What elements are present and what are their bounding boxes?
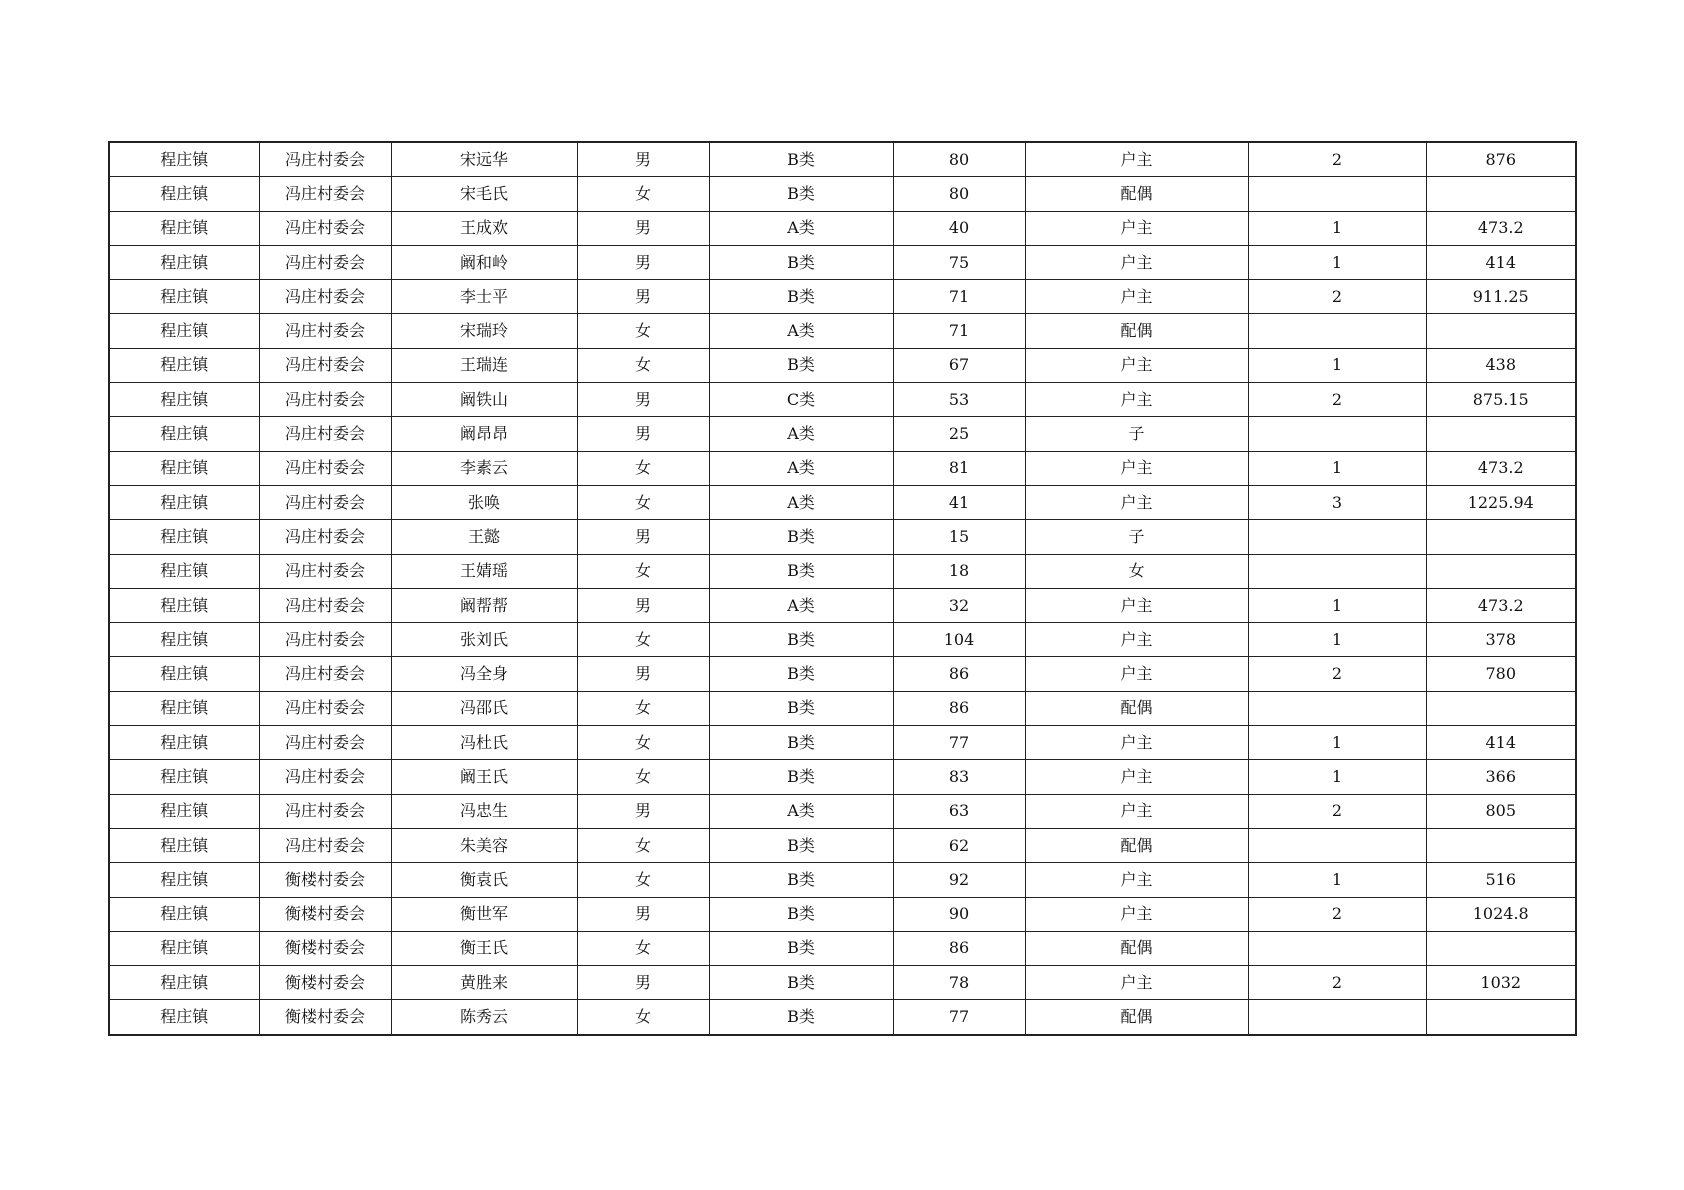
name-cell: 张刘氏 (391, 623, 577, 657)
age-cell: 40 (893, 211, 1025, 245)
table-row (109, 966, 1576, 1000)
relation-cell: 户主 (1025, 211, 1248, 245)
village-cell: 冯庄村委会 (259, 828, 391, 862)
amount-cell: 438 (1426, 348, 1576, 382)
category-cell: B类 (709, 726, 893, 760)
gender-cell: 男 (577, 897, 709, 931)
amount-cell: 378 (1426, 623, 1576, 657)
household-size-cell (1248, 554, 1426, 588)
town-cell: 程庄镇 (109, 177, 259, 211)
document-sheet (108, 141, 1577, 1036)
category-cell: A类 (709, 451, 893, 485)
household-size-cell: 1 (1248, 863, 1426, 897)
town-cell: 程庄镇 (109, 966, 259, 1000)
town-cell: 程庄镇 (109, 554, 259, 588)
gender-cell: 女 (577, 623, 709, 657)
town-cell: 程庄镇 (109, 211, 259, 245)
relation-cell: 配偶 (1025, 828, 1248, 862)
amount-cell (1426, 314, 1576, 348)
relation-cell: 户主 (1025, 383, 1248, 417)
table-row (109, 451, 1576, 485)
village-cell: 冯庄村委会 (259, 520, 391, 554)
amount-cell: 473.2 (1426, 588, 1576, 622)
village-cell: 冯庄村委会 (259, 588, 391, 622)
name-cell: 陈秀云 (391, 1000, 577, 1035)
town-cell: 程庄镇 (109, 726, 259, 760)
village-cell: 衡楼村委会 (259, 931, 391, 965)
household-size-cell: 2 (1248, 280, 1426, 314)
household-size-cell: 2 (1248, 657, 1426, 691)
household-size-cell: 3 (1248, 485, 1426, 519)
village-cell: 衡楼村委会 (259, 863, 391, 897)
amount-cell (1426, 554, 1576, 588)
village-cell: 冯庄村委会 (259, 211, 391, 245)
name-cell: 朱美容 (391, 828, 577, 862)
age-cell: 77 (893, 1000, 1025, 1035)
amount-cell (1426, 417, 1576, 451)
relation-cell: 户主 (1025, 142, 1248, 177)
gender-cell: 女 (577, 691, 709, 725)
table-row (109, 588, 1576, 622)
relation-cell: 子 (1025, 417, 1248, 451)
relation-cell: 户主 (1025, 485, 1248, 519)
table-row (109, 657, 1576, 691)
category-cell: A类 (709, 314, 893, 348)
gender-cell: 女 (577, 1000, 709, 1035)
gender-cell: 男 (577, 280, 709, 314)
relation-cell: 户主 (1025, 348, 1248, 382)
household-size-cell: 2 (1248, 142, 1426, 177)
amount-cell (1426, 691, 1576, 725)
table-row (109, 177, 1576, 211)
category-cell: B类 (709, 623, 893, 657)
household-size-cell (1248, 931, 1426, 965)
village-cell: 冯庄村委会 (259, 485, 391, 519)
age-cell: 80 (893, 177, 1025, 211)
category-cell: B类 (709, 966, 893, 1000)
town-cell: 程庄镇 (109, 383, 259, 417)
town-cell: 程庄镇 (109, 623, 259, 657)
amount-cell: 473.2 (1426, 451, 1576, 485)
age-cell: 67 (893, 348, 1025, 382)
household-size-cell: 2 (1248, 383, 1426, 417)
table-row (109, 1000, 1576, 1035)
village-cell: 冯庄村委会 (259, 760, 391, 794)
relation-cell: 女 (1025, 554, 1248, 588)
name-cell: 王婧瑶 (391, 554, 577, 588)
gender-cell: 女 (577, 931, 709, 965)
table-row (109, 554, 1576, 588)
household-size-cell: 1 (1248, 726, 1426, 760)
relation-cell: 配偶 (1025, 1000, 1248, 1035)
town-cell: 程庄镇 (109, 280, 259, 314)
table-row (109, 828, 1576, 862)
gender-cell: 男 (577, 588, 709, 622)
relation-cell: 户主 (1025, 726, 1248, 760)
table-row (109, 760, 1576, 794)
name-cell: 张唤 (391, 485, 577, 519)
household-size-cell: 1 (1248, 211, 1426, 245)
table-row (109, 863, 1576, 897)
relation-cell: 配偶 (1025, 931, 1248, 965)
name-cell: 阚王氏 (391, 760, 577, 794)
village-cell: 冯庄村委会 (259, 554, 391, 588)
name-cell: 王懿 (391, 520, 577, 554)
household-size-cell (1248, 828, 1426, 862)
name-cell: 王成欢 (391, 211, 577, 245)
town-cell: 程庄镇 (109, 760, 259, 794)
gender-cell: 男 (577, 383, 709, 417)
category-cell: B类 (709, 863, 893, 897)
relation-cell: 户主 (1025, 623, 1248, 657)
gender-cell: 女 (577, 828, 709, 862)
category-cell: C类 (709, 383, 893, 417)
amount-cell: 1024.8 (1426, 897, 1576, 931)
name-cell: 冯邵氏 (391, 691, 577, 725)
amount-cell: 875.15 (1426, 383, 1576, 417)
roster-table (108, 141, 1577, 1036)
village-cell: 冯庄村委会 (259, 726, 391, 760)
category-cell: B类 (709, 142, 893, 177)
name-cell: 宋瑞玲 (391, 314, 577, 348)
village-cell: 冯庄村委会 (259, 142, 391, 177)
town-cell: 程庄镇 (109, 314, 259, 348)
age-cell: 75 (893, 245, 1025, 279)
age-cell: 77 (893, 726, 1025, 760)
category-cell: A类 (709, 588, 893, 622)
household-size-cell: 2 (1248, 794, 1426, 828)
village-cell: 冯庄村委会 (259, 177, 391, 211)
age-cell: 41 (893, 485, 1025, 519)
town-cell: 程庄镇 (109, 691, 259, 725)
amount-cell (1426, 931, 1576, 965)
roster-body (109, 142, 1576, 1035)
town-cell: 程庄镇 (109, 348, 259, 382)
amount-cell: 876 (1426, 142, 1576, 177)
relation-cell: 户主 (1025, 588, 1248, 622)
village-cell: 衡楼村委会 (259, 897, 391, 931)
table-row (109, 931, 1576, 965)
relation-cell: 户主 (1025, 863, 1248, 897)
household-size-cell: 1 (1248, 588, 1426, 622)
category-cell: B类 (709, 554, 893, 588)
town-cell: 程庄镇 (109, 520, 259, 554)
table-row (109, 897, 1576, 931)
household-size-cell (1248, 417, 1426, 451)
category-cell: A类 (709, 211, 893, 245)
relation-cell: 户主 (1025, 897, 1248, 931)
relation-cell: 子 (1025, 520, 1248, 554)
table-row (109, 726, 1576, 760)
amount-cell (1426, 828, 1576, 862)
gender-cell: 男 (577, 966, 709, 1000)
town-cell: 程庄镇 (109, 485, 259, 519)
household-size-cell (1248, 691, 1426, 725)
age-cell: 86 (893, 931, 1025, 965)
town-cell: 程庄镇 (109, 417, 259, 451)
gender-cell: 女 (577, 554, 709, 588)
village-cell: 冯庄村委会 (259, 691, 391, 725)
household-size-cell (1248, 314, 1426, 348)
age-cell: 63 (893, 794, 1025, 828)
table-row (109, 314, 1576, 348)
category-cell: B类 (709, 348, 893, 382)
table-row (109, 245, 1576, 279)
household-size-cell: 1 (1248, 623, 1426, 657)
table-row (109, 348, 1576, 382)
age-cell: 18 (893, 554, 1025, 588)
age-cell: 71 (893, 280, 1025, 314)
table-row (109, 691, 1576, 725)
town-cell: 程庄镇 (109, 897, 259, 931)
relation-cell: 户主 (1025, 657, 1248, 691)
amount-cell: 805 (1426, 794, 1576, 828)
age-cell: 62 (893, 828, 1025, 862)
amount-cell (1426, 177, 1576, 211)
household-size-cell: 2 (1248, 897, 1426, 931)
table-row (109, 520, 1576, 554)
category-cell: B类 (709, 1000, 893, 1035)
name-cell: 李素云 (391, 451, 577, 485)
town-cell: 程庄镇 (109, 245, 259, 279)
amount-cell: 366 (1426, 760, 1576, 794)
age-cell: 78 (893, 966, 1025, 1000)
village-cell: 冯庄村委会 (259, 314, 391, 348)
household-size-cell: 2 (1248, 966, 1426, 1000)
town-cell: 程庄镇 (109, 828, 259, 862)
name-cell: 阚帮帮 (391, 588, 577, 622)
town-cell: 程庄镇 (109, 142, 259, 177)
town-cell: 程庄镇 (109, 657, 259, 691)
amount-cell: 473.2 (1426, 211, 1576, 245)
relation-cell: 户主 (1025, 966, 1248, 1000)
name-cell: 衡王氏 (391, 931, 577, 965)
category-cell: A类 (709, 417, 893, 451)
category-cell: B类 (709, 897, 893, 931)
category-cell: B类 (709, 760, 893, 794)
category-cell: A类 (709, 794, 893, 828)
table-row (109, 211, 1576, 245)
gender-cell: 女 (577, 726, 709, 760)
category-cell: B类 (709, 691, 893, 725)
relation-cell: 配偶 (1025, 314, 1248, 348)
village-cell: 冯庄村委会 (259, 451, 391, 485)
village-cell: 冯庄村委会 (259, 383, 391, 417)
relation-cell: 户主 (1025, 760, 1248, 794)
village-cell: 冯庄村委会 (259, 657, 391, 691)
category-cell: B类 (709, 280, 893, 314)
amount-cell (1426, 520, 1576, 554)
gender-cell: 女 (577, 451, 709, 485)
town-cell: 程庄镇 (109, 794, 259, 828)
village-cell: 冯庄村委会 (259, 794, 391, 828)
name-cell: 宋远华 (391, 142, 577, 177)
table-row (109, 485, 1576, 519)
amount-cell: 414 (1426, 726, 1576, 760)
age-cell: 25 (893, 417, 1025, 451)
relation-cell: 配偶 (1025, 691, 1248, 725)
category-cell: B类 (709, 245, 893, 279)
age-cell: 53 (893, 383, 1025, 417)
relation-cell: 户主 (1025, 280, 1248, 314)
village-cell: 冯庄村委会 (259, 623, 391, 657)
amount-cell: 1032 (1426, 966, 1576, 1000)
name-cell: 衡袁氏 (391, 863, 577, 897)
age-cell: 80 (893, 142, 1025, 177)
gender-cell: 男 (577, 417, 709, 451)
category-cell: B类 (709, 520, 893, 554)
name-cell: 冯杜氏 (391, 726, 577, 760)
category-cell: B类 (709, 177, 893, 211)
household-size-cell: 1 (1248, 348, 1426, 382)
age-cell: 104 (893, 623, 1025, 657)
table-row (109, 142, 1576, 177)
age-cell: 90 (893, 897, 1025, 931)
table-row (109, 280, 1576, 314)
town-cell: 程庄镇 (109, 588, 259, 622)
relation-cell: 户主 (1025, 451, 1248, 485)
gender-cell: 男 (577, 794, 709, 828)
gender-cell: 女 (577, 177, 709, 211)
household-size-cell (1248, 520, 1426, 554)
amount-cell: 1225.94 (1426, 485, 1576, 519)
name-cell: 阚铁山 (391, 383, 577, 417)
amount-cell: 414 (1426, 245, 1576, 279)
household-size-cell: 1 (1248, 760, 1426, 794)
age-cell: 86 (893, 657, 1025, 691)
town-cell: 程庄镇 (109, 863, 259, 897)
household-size-cell (1248, 177, 1426, 211)
town-cell: 程庄镇 (109, 1000, 259, 1035)
relation-cell: 户主 (1025, 794, 1248, 828)
name-cell: 王瑞连 (391, 348, 577, 382)
gender-cell: 男 (577, 211, 709, 245)
name-cell: 阚和岭 (391, 245, 577, 279)
gender-cell: 女 (577, 348, 709, 382)
age-cell: 15 (893, 520, 1025, 554)
village-cell: 冯庄村委会 (259, 245, 391, 279)
town-cell: 程庄镇 (109, 451, 259, 485)
gender-cell: 女 (577, 314, 709, 348)
amount-cell: 516 (1426, 863, 1576, 897)
category-cell: B类 (709, 828, 893, 862)
age-cell: 71 (893, 314, 1025, 348)
table-row (109, 417, 1576, 451)
category-cell: A类 (709, 485, 893, 519)
gender-cell: 女 (577, 760, 709, 794)
gender-cell: 男 (577, 657, 709, 691)
gender-cell: 男 (577, 142, 709, 177)
gender-cell: 女 (577, 863, 709, 897)
town-cell: 程庄镇 (109, 931, 259, 965)
name-cell: 宋毛氏 (391, 177, 577, 211)
name-cell: 李士平 (391, 280, 577, 314)
name-cell: 阚昂昂 (391, 417, 577, 451)
amount-cell: 911.25 (1426, 280, 1576, 314)
household-size-cell: 1 (1248, 245, 1426, 279)
table-row (109, 383, 1576, 417)
gender-cell: 男 (577, 245, 709, 279)
name-cell: 衡世军 (391, 897, 577, 931)
relation-cell: 户主 (1025, 245, 1248, 279)
village-cell: 衡楼村委会 (259, 966, 391, 1000)
age-cell: 81 (893, 451, 1025, 485)
gender-cell: 男 (577, 520, 709, 554)
age-cell: 92 (893, 863, 1025, 897)
name-cell: 黄胜来 (391, 966, 577, 1000)
gender-cell: 女 (577, 485, 709, 519)
village-cell: 衡楼村委会 (259, 1000, 391, 1035)
relation-cell: 配偶 (1025, 177, 1248, 211)
category-cell: B类 (709, 931, 893, 965)
table-row (109, 623, 1576, 657)
village-cell: 冯庄村委会 (259, 417, 391, 451)
name-cell: 冯忠生 (391, 794, 577, 828)
household-size-cell: 1 (1248, 451, 1426, 485)
category-cell: B类 (709, 657, 893, 691)
household-size-cell (1248, 1000, 1426, 1035)
table-row (109, 794, 1576, 828)
age-cell: 86 (893, 691, 1025, 725)
name-cell: 冯全身 (391, 657, 577, 691)
amount-cell: 780 (1426, 657, 1576, 691)
age-cell: 83 (893, 760, 1025, 794)
amount-cell (1426, 1000, 1576, 1035)
village-cell: 冯庄村委会 (259, 348, 391, 382)
age-cell: 32 (893, 588, 1025, 622)
village-cell: 冯庄村委会 (259, 280, 391, 314)
